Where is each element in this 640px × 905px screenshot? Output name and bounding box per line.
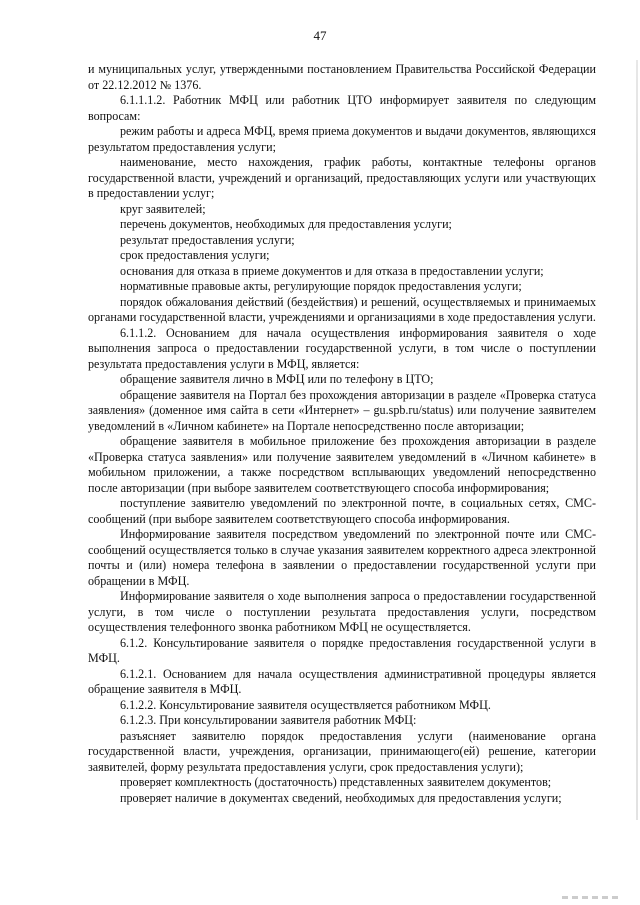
paragraph-phone-info: Информирование заявителя о ходе выполнения запроса о предоставлении государственной услуги, в том числе о поступлении результата предоставления услуги, посредством осуществления телефонного звонка работником МФЦ не осуществляется. bbox=[88, 589, 596, 634]
list-item-work-schedule: режим работы и адреса МФЦ, время приема документов и выдачи документов, являющихся результатом предоставления услуги; bbox=[88, 124, 596, 154]
list-item-authorities-contacts: наименование, место нахождения, график работы, контактные телефоны органов государственной власти, учреждений и организаций, предоставляющих услуги или участвующих в предоставлении услуг; bbox=[88, 155, 596, 200]
paragraph-6-1-2-1: 6.1.2.1. Основанием для начала осуществления административной процедуры является обращение заявителя в МФЦ. bbox=[88, 666, 596, 696]
list-item-applicants: круг заявителей; bbox=[120, 201, 206, 216]
list-item-result: результат предоставления услуги; bbox=[120, 232, 295, 247]
list-item-mobile-app-request: обращение заявителя в мобильное приложение без прохождения авторизации в разделе «Проверка статуса заявления» или получение заявителем уведомлений в «Личном кабинете» в мобильном приложении, а также посредством всплывающих уведомлений непосредственно после авторизации (при выборе заявителем соответствующего способа информирования; bbox=[88, 434, 596, 495]
list-item-portal-request: обращение заявителя на Портал без прохождения авторизации в разделе «Проверка статуса заявления» (доменное имя сайта в сети «Интернет» – gu.spb.ru/status) или получение заявителем уведомлений в «Личном кабинете» на Портале непосредственно после авторизации; bbox=[88, 387, 596, 433]
list-item-email-sms: поступление заявителю уведомлений по электронной почте, в социальных сетях, СМС-сообщений (при выборе заявителем соответствующего способа информирования. bbox=[88, 496, 596, 526]
paragraph-6-1-1-2: 6.1.1.2. Основанием для начала осуществления информирования заявителя о ходе выполнения запроса о предоставлении государственной услуги, в том числе о поступлении результата предоставления услуги в МФЦ, является: bbox=[88, 325, 596, 371]
list-item-explains-procedure: разъясняет заявителю порядок предоставления услуги (наименование органа государственной власти, учреждения, организации, принимающего(ей) решение, категории заявителей, форму результата предоставления услуги, срок предоставления услуги); bbox=[88, 728, 596, 774]
list-item-checks-information: проверяет наличие в документах сведений, необходимых для предоставления услуги; bbox=[120, 790, 562, 805]
list-item-appeal-procedure: порядок обжалования действий (бездействия) и решений, осуществляемых и принимаемых органами государственной власти, учреждениями и организациями в ходе предоставления услуги. bbox=[88, 294, 596, 324]
paragraph-email-sms-info: Информирование заявителя посредством уведомлений по электронной почте или СМС-сообщений осуществляется только в случае указания заявителем корректного адреса электронной почты и (или) номера телефона в заявлении о предоставлении государственной услуги при обращении в МФЦ. bbox=[88, 527, 596, 588]
page-number: 47 bbox=[313, 28, 327, 43]
list-item-personal-request: обращение заявителя лично в МФЦ или по телефону в ЦТО; bbox=[120, 372, 434, 386]
document-body bbox=[88, 62, 596, 806]
paragraph-6-1-1-1-2: 6.1.1.1.2. Работник МФЦ или работник ЦТО информирует заявителя по следующим вопросам: bbox=[88, 93, 596, 123]
list-item-documents: перечень документов, необходимых для предоставления услуги; bbox=[120, 217, 452, 231]
scan-mark-artifact bbox=[562, 896, 622, 899]
list-item-refusal-grounds: основания для отказа в приеме документов и для отказа в предоставлении услуги; bbox=[120, 263, 544, 278]
paragraph-6-1-2-3: 6.1.2.3. При консультировании заявителя работник МФЦ: bbox=[120, 713, 417, 727]
paragraph-6-1-2: 6.1.2. Консультирование заявителя о порядке предоставления государственной услуги в МФЦ. bbox=[88, 635, 596, 665]
scan-edge-artifact bbox=[636, 60, 638, 820]
list-item-term: срок предоставления услуги; bbox=[120, 248, 270, 262]
paragraph-6-1-2-2: 6.1.2.2. Консультирование заявителя осуществляется работником МФЦ. bbox=[120, 697, 491, 712]
list-item-checks-completeness: проверяет комплектность (достаточность) представленных заявителем документов; bbox=[120, 775, 552, 789]
paragraph-continuation: и муниципальных услуг, утвержденными постановлением Правительства Российской Федерации от 22.12.2012 № 1376. bbox=[88, 62, 596, 92]
list-item-legal-acts: нормативные правовые акты, регулирующие порядок предоставления услуги; bbox=[120, 279, 522, 293]
